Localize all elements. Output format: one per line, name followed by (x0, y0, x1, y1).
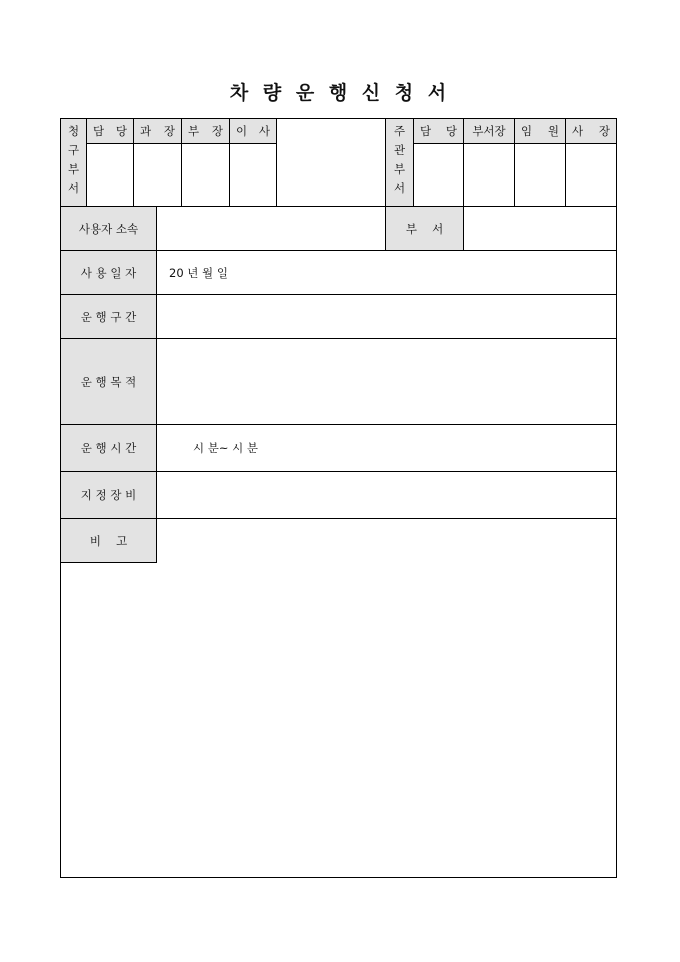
user-affiliation-label: 사용자 소속 (78, 221, 139, 236)
manager-header-executive: 임 원 (521, 124, 559, 138)
department-field[interactable] (464, 207, 616, 250)
managing-dept-label: 주 관 부 서 (393, 124, 406, 195)
route-field[interactable] (157, 295, 616, 338)
remarks-label: 비 고 (89, 533, 128, 548)
manager-header-dept-head: 부서장 (472, 124, 506, 138)
approver-header-staff: 담 당 (93, 124, 127, 138)
signature-box-section-chief[interactable] (134, 144, 181, 206)
signature-box-executive[interactable] (515, 144, 565, 206)
vehicle-field[interactable] (157, 472, 616, 518)
department-label: 부 서 (405, 221, 444, 236)
manager-header-staff: 담 당 (420, 124, 457, 138)
route-label: 운 행 구 간 (80, 309, 137, 324)
request-dept-label: 청 구 부 서 (67, 124, 80, 195)
signature-box-manager-staff[interactable] (414, 144, 463, 206)
form-title: 차 량 운 행 신 청 서 (229, 82, 451, 104)
signature-box-director[interactable] (230, 144, 276, 206)
signature-box-staff[interactable] (87, 144, 133, 206)
approver-header-section-chief: 과 장 (140, 124, 175, 138)
user-affiliation-field[interactable] (157, 207, 385, 250)
signature-box-manager-dept-head[interactable] (464, 144, 514, 206)
remarks-field[interactable] (157, 519, 616, 877)
time-field[interactable]: 시 분~ 시 분 (193, 441, 259, 455)
signature-box-dept-head[interactable] (182, 144, 229, 206)
purpose-field[interactable] (157, 339, 616, 424)
vehicle-label: 지 정 장 비 (80, 488, 137, 502)
use-date-field[interactable]: 20 년 월 일 (169, 265, 228, 280)
purpose-label: 운 행 목 적 (80, 374, 137, 389)
manager-header-president: 사 장 (572, 124, 610, 138)
use-date-label: 사 용 일 자 (80, 265, 137, 280)
time-label: 운 행 시 간 (80, 441, 137, 455)
signature-box-president[interactable] (566, 144, 616, 206)
approver-header-director: 이 사 (236, 124, 270, 138)
approver-header-dept-head: 부 장 (188, 124, 223, 138)
